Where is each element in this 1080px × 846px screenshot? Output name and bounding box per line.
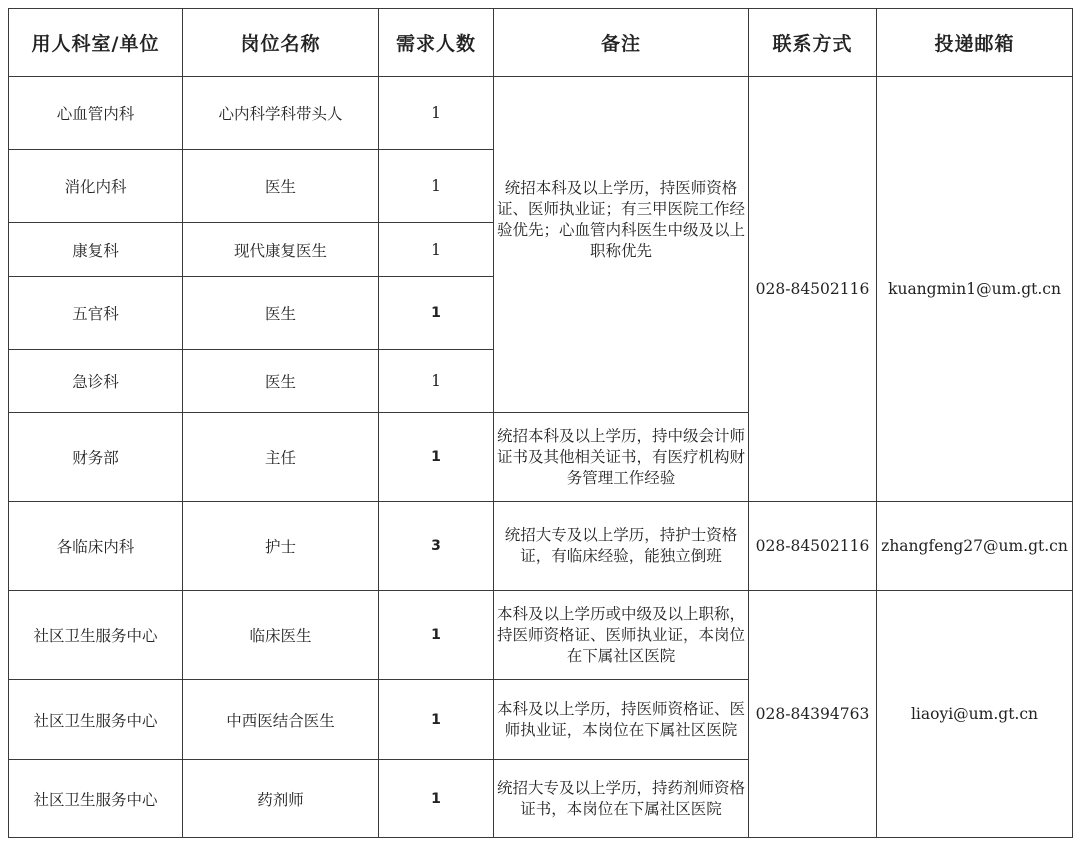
dept-cell: 消化内科	[9, 150, 183, 223]
contact-phone-cell: 028-84502116	[749, 502, 877, 591]
header-department: 用人科室/单位	[9, 9, 183, 77]
notes-text: 统招本科及以上学历，持医师资格证、医师执业证；有三甲医院工作经验优先；心血管内科医生中级及以上职称优先	[496, 178, 745, 260]
position-cell: 中西医结合医生	[183, 680, 379, 760]
header-email: 投递邮箱	[877, 9, 1073, 77]
count-cell: 1	[379, 277, 494, 350]
dept-cell: 财务部	[9, 413, 183, 502]
table-row	[9, 591, 1073, 680]
notes-cell: 本科及以上学历，持医师资格证、医师执业证，本岗位在下属社区医院	[494, 680, 749, 760]
dept-cell: 心血管内科	[9, 77, 183, 150]
header-notes: 备注	[494, 9, 749, 77]
job-table	[8, 8, 1073, 838]
header-position: 岗位名称	[183, 9, 379, 77]
count-cell: 1	[379, 413, 494, 502]
count-cell: 1	[379, 223, 494, 277]
contact-email-cell: zhangfeng27@um.gt.cn	[877, 502, 1073, 591]
dept-cell: 急诊科	[9, 350, 183, 413]
count-cell: 3	[379, 502, 494, 591]
notes-cell: 本科及以上学历或中级及以上职称，持医师资格证、医师执业证，本岗位在下属社区医院	[494, 591, 749, 680]
position-cell: 护士	[183, 502, 379, 591]
count-cell: 1	[379, 77, 494, 150]
position-cell: 临床医生	[183, 591, 379, 680]
count-cell: 1	[379, 680, 494, 760]
dept-cell: 各临床内科	[9, 502, 183, 591]
dept-cell: 康复科	[9, 223, 183, 277]
position-cell: 主任	[183, 413, 379, 502]
contact-email-cell: kuangmin1@um.gt.cn	[877, 77, 1073, 502]
notes-cell	[494, 77, 749, 413]
dept-cell: 社区卫生服务中心	[9, 591, 183, 680]
job-table-container	[8, 8, 1073, 838]
header-count: 需求人数	[379, 9, 494, 77]
count-cell: 1	[379, 591, 494, 680]
notes-cell: 统招大专及以上学历，持药剂师资格证书，本岗位在下属社区医院	[494, 760, 749, 838]
contact-phone-cell: 028-84502116	[749, 77, 877, 502]
count-cell: 1	[379, 350, 494, 413]
position-cell: 药剂师	[183, 760, 379, 838]
position-cell: 医生	[183, 150, 379, 223]
notes-cell: 统招大专及以上学历，持护士资格证，有临床经验，能独立倒班	[494, 502, 749, 591]
position-cell: 现代康复医生	[183, 223, 379, 277]
position-cell: 医生	[183, 277, 379, 350]
table-header-row	[9, 9, 1073, 77]
count-cell: 1	[379, 760, 494, 838]
dept-cell: 五官科	[9, 277, 183, 350]
notes-cell: 统招本科及以上学历，持中级会计师证书及其他相关证书，有医疗机构财务管理工作经验	[494, 413, 749, 502]
count-cell: 1	[379, 150, 494, 223]
dept-cell: 社区卫生服务中心	[9, 680, 183, 760]
table-row	[9, 77, 1073, 150]
table-row	[9, 502, 1073, 591]
header-contact: 联系方式	[749, 9, 877, 77]
position-cell: 医生	[183, 350, 379, 413]
contact-phone-cell: 028-84394763	[749, 591, 877, 838]
position-cell: 心内科学科带头人	[183, 77, 379, 150]
dept-cell: 社区卫生服务中心	[9, 760, 183, 838]
contact-email-cell: liaoyi@um.gt.cn	[877, 591, 1073, 838]
